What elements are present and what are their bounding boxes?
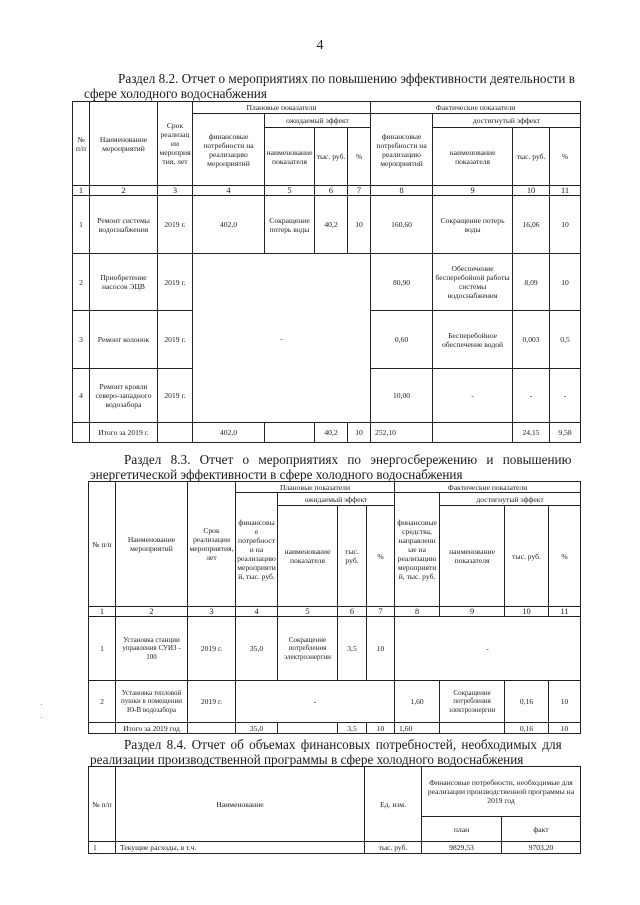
col-num: 6 (338, 607, 367, 617)
th-fact: Фактические показатели (371, 102, 581, 114)
col-num: 8 (395, 607, 440, 617)
th-term: Срок реализации мероприятия, лет (158, 102, 193, 186)
cell: 8,09 (513, 254, 550, 311)
cell: 3,5 (338, 617, 367, 681)
page-number: 4 (316, 38, 324, 53)
th-term: Срок реализации мероприятия, лет (188, 482, 236, 607)
cell: 1 (89, 842, 116, 854)
cell (278, 723, 338, 734)
cell: 402,0 (193, 196, 265, 254)
cell: Ремонт кровли северо-западного водозабора (90, 369, 158, 423)
cell: 2019 г. (158, 254, 193, 311)
cell: Ремонт системы водоснабжения (90, 196, 158, 254)
col-num: 9 (440, 607, 505, 617)
total-label: Итого за 2019 год (116, 723, 188, 734)
cell: 40,2 (315, 423, 348, 443)
th-fin-needs: Финансовые потребности, необходимые для реализации производственной программы на 2019 год (422, 767, 581, 817)
cell: 10,00 (371, 369, 433, 423)
th-pct-2: % (550, 128, 581, 186)
column-numbers-row (73, 186, 581, 196)
th-num: № п/п (73, 102, 90, 186)
cell: 35,0 (236, 617, 278, 681)
col-num: 5 (265, 186, 315, 196)
cell: 3 (73, 311, 90, 369)
cell: 160,60 (371, 196, 433, 254)
total-row (89, 723, 581, 734)
cell: Бесперебойное обеспечение водой (433, 311, 513, 369)
cell: 2019 г. (188, 681, 236, 723)
cell: 402,0 (193, 423, 265, 443)
cell: 2019 г. (158, 196, 193, 254)
col-num: 3 (158, 186, 193, 196)
merged-plan-cell: - (193, 254, 371, 423)
cell: Сокращение потерь воды (433, 196, 513, 254)
col-num: 11 (549, 607, 581, 617)
merged-plan-cell: - (236, 681, 395, 723)
col-num: 4 (193, 186, 265, 196)
th-name: Наименование мероприятий (116, 482, 188, 607)
section-8-3-title-line-2: энергетической эффективности в сфере холодного водоснабжения (90, 467, 463, 482)
cell: 10 (348, 196, 371, 254)
cell: Текущие расходы, в т.ч. (116, 842, 365, 854)
cell: 9829,53 (422, 842, 502, 854)
cell (188, 723, 236, 734)
cell: 40,2 (315, 196, 348, 254)
cell (433, 423, 513, 443)
cell: 252,10 (371, 423, 433, 443)
section-8-3-title-line-1: Раздел 8.3. Отчет о мероприятиях по энергосбережению и повышению (124, 452, 572, 467)
table-8-2 (72, 101, 581, 443)
th-thous-2: тыс. руб. (505, 506, 549, 607)
th-fin-plan: финансовые потребности на реализацию мероприятий (193, 114, 265, 186)
th-plan: Плановые показатели (193, 102, 371, 114)
cell: 1 (89, 617, 116, 681)
table-row (73, 254, 581, 311)
cell: Сокращение потребления электроэнергии (440, 681, 505, 723)
col-num: 9 (433, 186, 513, 196)
th-ind-name-2: наименование показателя (440, 506, 505, 607)
table-row (89, 617, 581, 681)
th-fin-fact: финансовые средства, направленные на реализацию мероприятий, тыс. руб. (395, 493, 440, 607)
th-num: № п/п (89, 767, 116, 842)
cell: 0,60 (371, 311, 433, 369)
th-ind-name: наименование показателя (265, 128, 315, 186)
th-achieved: достигнутый эффект (433, 114, 581, 128)
th-achieved: достигнутый эффект (440, 493, 581, 506)
th-pct-2: % (549, 506, 581, 607)
th-thous-2: тыс. руб. (513, 128, 550, 186)
cell: 3,5 (338, 723, 367, 734)
cell: Установка станции управления СУИЗ - 100 (116, 617, 188, 681)
cell: 0,16 (505, 723, 549, 734)
th-pct: % (348, 128, 371, 186)
th-fact: Фактические показатели (395, 482, 581, 493)
th-plan: Плановые показатели (236, 482, 395, 493)
th-expected: ожидаемый эффект (278, 493, 395, 506)
cell: 10 (549, 681, 581, 723)
th-thous: тыс. руб. (338, 506, 367, 607)
th-ind-name: наименование показателя (278, 506, 338, 607)
cell: 10 (348, 423, 371, 443)
cell: Приобретение насосов ЭЦВ (90, 254, 158, 311)
cell: 0,16 (505, 681, 549, 723)
cell: 1,60 (395, 723, 440, 734)
table-row (89, 842, 581, 854)
cell: - (513, 369, 550, 423)
cell (440, 723, 505, 734)
cell: 35,0 (236, 723, 278, 734)
col-num: 8 (371, 186, 433, 196)
section-8-4-title-line-2: реализации производственной программы в сфере холодного водоснабжения (90, 752, 524, 767)
col-num: 11 (550, 186, 581, 196)
cell: Обеспечение бесперебойной работы системы водоснабжения (433, 254, 513, 311)
col-num: 5 (278, 607, 338, 617)
col-num: 6 (315, 186, 348, 196)
cell (73, 423, 90, 443)
cell: 0,5 (550, 311, 581, 369)
section-8-4-title-line-1: Раздел 8.4. Отчет об объемах финансовых потребностей, необходимых для (124, 737, 562, 752)
cell: Сокращение потребления электроэнергии (278, 617, 338, 681)
col-num: 1 (73, 186, 90, 196)
th-fin-fact: финансовые потребности на реализацию мероприятий (371, 114, 433, 186)
cell: 2019 г. (158, 369, 193, 423)
merged-fact-cell: - (395, 617, 581, 681)
cell: 10 (549, 723, 581, 734)
col-num: 7 (367, 607, 395, 617)
cell: тыс. руб. (365, 842, 422, 854)
cell: 10 (550, 196, 581, 254)
th-num: № п/п (89, 482, 116, 607)
th-expected: ожидаемый эффект (265, 114, 371, 128)
cell: 0,003 (513, 311, 550, 369)
total-row (73, 423, 581, 443)
total-label: Итого за 2019 г. (90, 423, 158, 443)
section-8-4-title (90, 737, 576, 767)
section-8-3-title (90, 452, 576, 482)
th-fact: факт (502, 817, 581, 842)
section-8-2-title (84, 71, 575, 101)
cell: 2 (89, 681, 116, 723)
cell: 24,15 (513, 423, 550, 443)
cell: 80,90 (371, 254, 433, 311)
cell: Установка тепловой пушки в помещении Ю-В водозабора (116, 681, 188, 723)
col-num: 7 (348, 186, 371, 196)
th-unit: Ед. изм. (365, 767, 422, 842)
scan-speck (41, 704, 42, 705)
cell: - (433, 369, 513, 423)
col-num: 3 (188, 607, 236, 617)
cell (265, 423, 315, 443)
table-row (73, 196, 581, 254)
column-numbers-row (89, 607, 581, 617)
cell: 9703,20 (502, 842, 581, 854)
cell (158, 423, 193, 443)
section-8-2-title-line-1: Раздел 8.2. Отчет о мероприятиях по повышению эффективности деятельности в (118, 71, 575, 86)
cell: - (550, 369, 581, 423)
table-8-4 (88, 766, 581, 854)
col-num: 10 (513, 186, 550, 196)
table-row (89, 681, 581, 723)
scan-speck (41, 717, 42, 718)
cell: 1 (73, 196, 90, 254)
col-num: 2 (90, 186, 158, 196)
cell: Сокращение потерь воды (265, 196, 315, 254)
col-num: 2 (116, 607, 188, 617)
cell (89, 723, 116, 734)
cell: 2 (73, 254, 90, 311)
table-8-3 (88, 481, 581, 734)
cell: 16,06 (513, 196, 550, 254)
col-num: 1 (89, 607, 116, 617)
th-name: Наименование мероприятий (90, 102, 158, 186)
th-plan: план (422, 817, 502, 842)
th-thous: тыс. руб. (315, 128, 348, 186)
cell: Ремонт колонок (90, 311, 158, 369)
cell: 9,58 (550, 423, 581, 443)
th-fin-plan: финансовые потребности на реализацию мероприятий, тыс. руб. (236, 493, 278, 607)
th-pct: % (367, 506, 395, 607)
th-name: Наименование (116, 767, 365, 842)
col-num: 10 (505, 607, 549, 617)
section-8-2-title-line-2: сфере холодного водоснабжения (84, 86, 267, 101)
col-num: 4 (236, 607, 278, 617)
cell: 10 (550, 254, 581, 311)
cell: 1,60 (395, 681, 440, 723)
cell: 10 (367, 723, 395, 734)
cell: 10 (367, 617, 395, 681)
cell: 2019 г. (188, 617, 236, 681)
th-ind-name-2: наименование показателя (433, 128, 513, 186)
cell: 4 (73, 369, 90, 423)
cell: 2019 г. (158, 311, 193, 369)
